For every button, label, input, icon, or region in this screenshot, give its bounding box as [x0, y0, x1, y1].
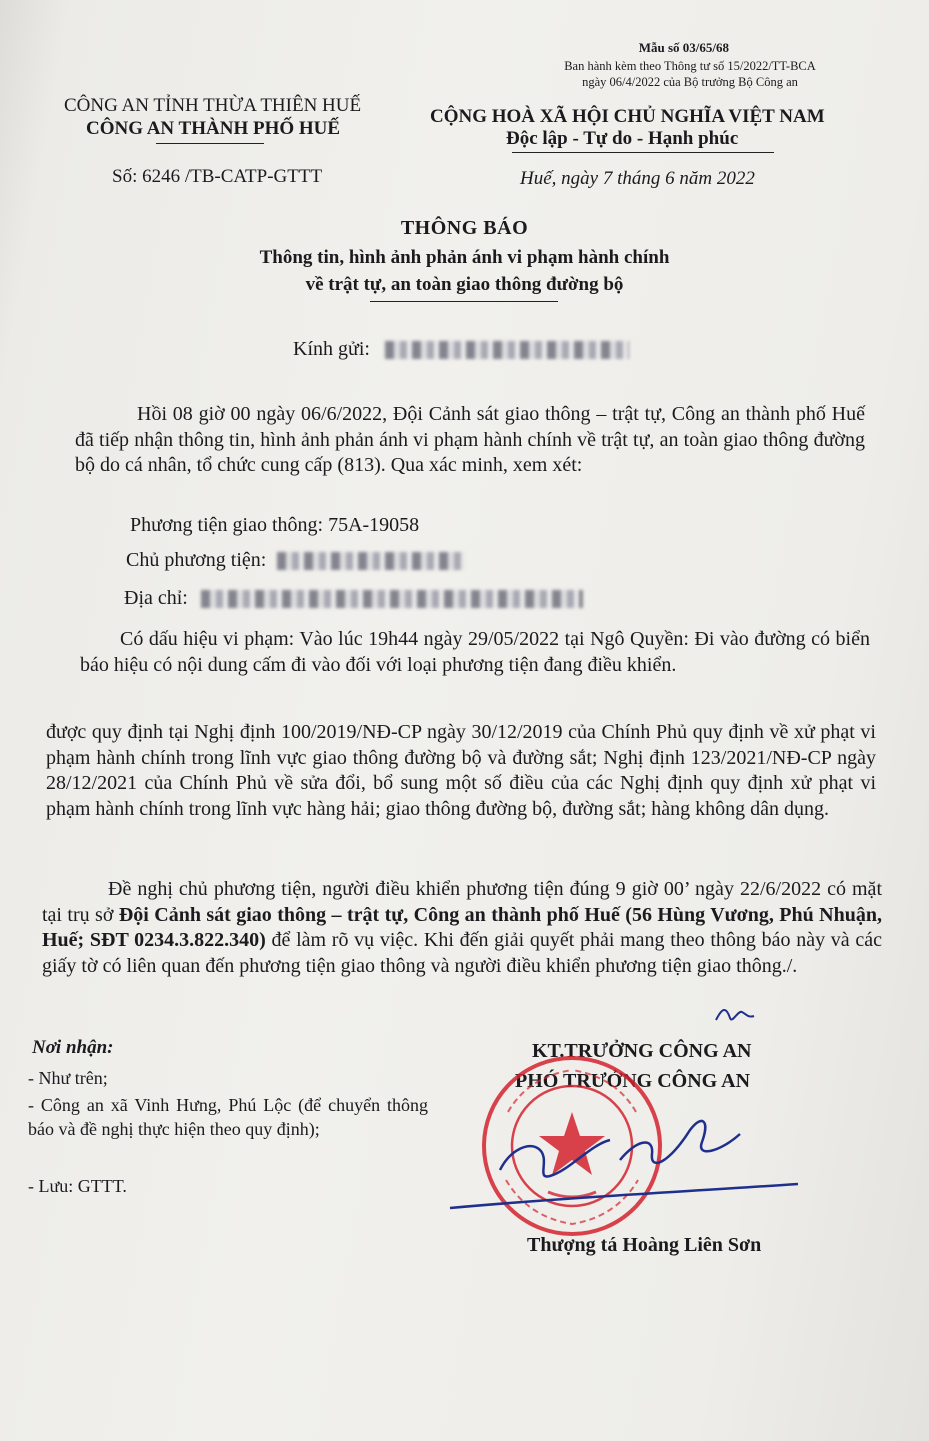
form-note-line1: Ban hành kèm theo Thông tư số 15/2022/TT-BCA — [564, 59, 816, 73]
document-subtitle-2: về trật tự, an toàn giao thông đường bộ — [305, 274, 624, 295]
org-line2: CÔNG AN THÀNH PHỐ HUẾ — [86, 118, 341, 139]
nation-line1: CỘNG HOÀ XÃ HỘI CHỦ NGHĨA VIỆT NAM — [430, 106, 825, 127]
recipient-item-1: - Như trên; — [28, 1068, 108, 1088]
request-text-start: Đề nghị chủ phương tiện, người điều khiển phương tiện đúng 9 giờ 00’ ngày 22/6/2022 có mặt tại trụ sở — [42, 878, 882, 926]
document-subtitle-1: Thông tin, hình ảnh phản ánh vi phạm hành chính — [259, 247, 670, 268]
paragraph-request — [42, 877, 882, 979]
paragraph-violation — [80, 627, 870, 678]
document-title: THÔNG BÁO — [400, 217, 529, 239]
vehicle-plate: 75A-19058 — [328, 514, 420, 536]
place-date: Huế, ngày 7 tháng 6 năm 2022 — [520, 168, 755, 189]
motto-underline — [512, 152, 774, 153]
title-underline — [370, 301, 558, 302]
request-text-office: Đội Cảnh sát giao thông – trật tự, Công an thành phố Huế (56 Hùng Vương, Phú Nhuận, Huế; SĐT 0234.3.822.340) — [42, 903, 882, 951]
address-label: Địa chỉ: — [124, 587, 188, 609]
initials-mark-icon — [712, 998, 756, 1028]
org-underline — [156, 143, 264, 144]
paragraph-intro-text: Hồi 08 giờ 00 ngày 06/6/2022, Đội Cảnh sát giao thông – trật tự, Công an thành phố Huế đã tiếp nhận thông tin, hình ảnh phản ánh vi phạm hành chính về trật tự, an toàn giao thông đường bộ do cá nhân, tổ chức cung cấp (813). Qua xác minh, xem xét: — [75, 403, 865, 476]
recipient-item-3: - Lưu: GTTT. — [28, 1176, 127, 1196]
paragraph-legal-basis: được quy định tại Nghị định 100/2019/NĐ-CP ngày 30/12/2019 của Chính Phủ quy định về xử phạt vi phạm hành chính trong lĩnh vực giao thông đường bộ và đường sắt; Nghị định 123/2021/NĐ-CP ngày 28/12/2021 của Chính Phủ về sửa đổi, bổ sung một số điều của các Nghị định quy định xử phạt vi phạm hành chính trong lĩnh vực hàng hải; giao thông đường bộ, đường sắt; hàng không dân dụng. — [46, 721, 876, 820]
signer-name: Thượng tá Hoàng Liên Sơn — [527, 1234, 762, 1256]
request-text-end: để làm rõ vụ việc. Khi đến giải quyết phải mang theo thông báo này và các giấy tờ có liên quan đến phương tiện giao thông và người điều khiển phương tiện giao thông./. — [42, 929, 882, 977]
recipient-line — [293, 338, 629, 361]
signer-title: PHÓ TRƯỞNG CÔNG AN — [515, 1070, 751, 1092]
form-note-line2: ngày 06/4/2022 của Bộ trưởng Bộ Công an — [582, 75, 798, 89]
recipient-label: Kính gửi: — [293, 338, 370, 360]
recipient-item-2: - Công an xã Vinh Hưng, Phú Lộc (để chuyển thông báo và đề nghị thực hiện theo quy định); — [28, 1095, 428, 1139]
vehicle-line — [130, 514, 419, 537]
paragraph-violation-text: Có dấu hiệu vi phạm: Vào lúc 19h44 ngày 29/05/2022 tại Ngô Quyền: Đi vào đường có biển báo hiệu có nội dung cấm đi vào đối với loại phương tiện đang điều khiển. — [80, 628, 870, 676]
form-note — [540, 58, 840, 90]
document-number: Số: 6246 /TB-CATP-GTTT — [112, 166, 323, 187]
owner-label: Chủ phương tiện: — [126, 549, 267, 571]
owner-line — [126, 549, 465, 572]
signer-authority: KT.TRƯỞNG CÔNG AN — [532, 1040, 752, 1062]
handwritten-signature-icon — [440, 1090, 800, 1230]
form-number: Mẫu số 03/65/68 — [638, 40, 729, 55]
redacted-owner — [277, 552, 465, 570]
paragraph-intro — [75, 402, 865, 479]
address-line — [124, 587, 583, 610]
vehicle-label: Phương tiện giao thông: — [130, 514, 324, 536]
recipients-title: Nơi nhận: — [32, 1037, 114, 1058]
redacted-address — [201, 590, 583, 608]
nation-motto: Độc lập - Tự do - Hạnh phúc — [506, 128, 739, 149]
org-line1: CÔNG AN TỈNH THỪA THIÊN HUẾ — [64, 95, 362, 116]
redacted-recipient — [385, 341, 629, 359]
